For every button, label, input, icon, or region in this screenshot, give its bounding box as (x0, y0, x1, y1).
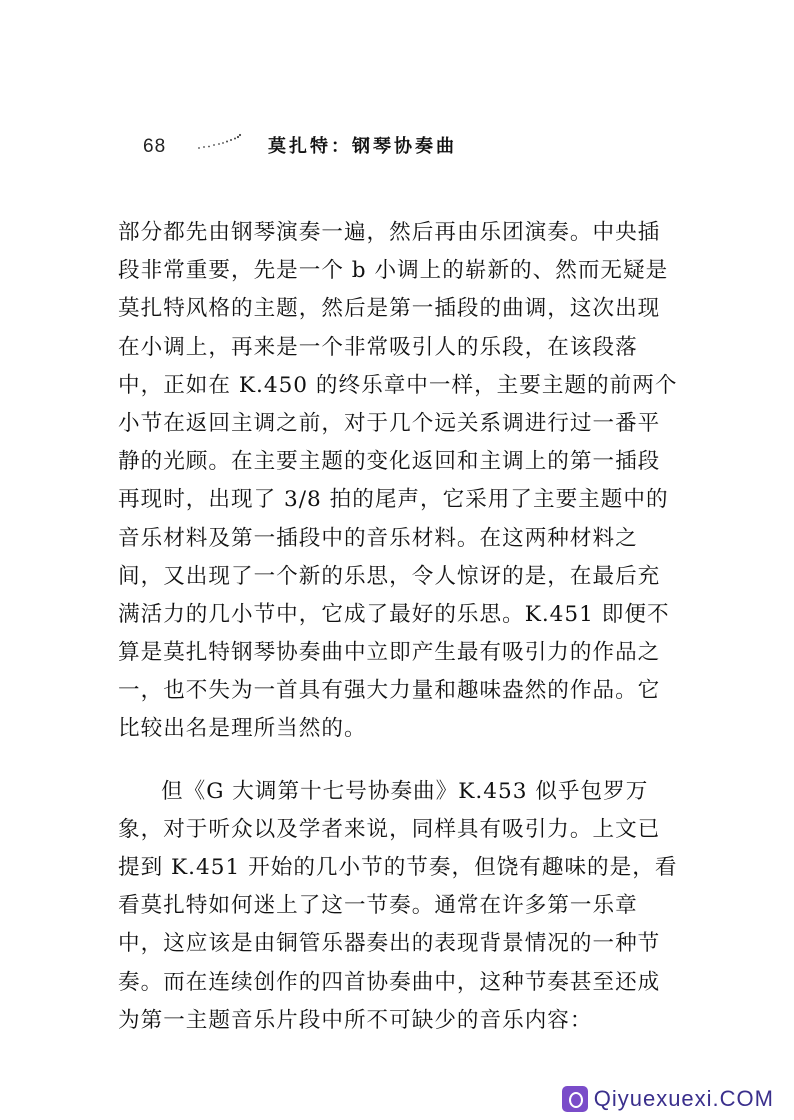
text-line: 比较出名是理所当然的。 (118, 716, 367, 742)
text-line: 为第一主题音乐片段中所不可缺少的音乐内容： (118, 1007, 593, 1033)
text-line: 小节在返回主调之前，对于几个远关系调进行过一番平 (118, 410, 661, 436)
text-line: 部分都先由钢琴演奏一遍，然后再由乐团演奏。中央插 (118, 220, 661, 245)
text-line: 段非常重要，先是一个 b 小调上的崭新的、然而无疑是 (118, 258, 669, 284)
text-line: 但《G 大调第十七号协奏曲》K.453 似乎包罗万 (161, 778, 649, 804)
text-line: 音乐材料及第一插段中的音乐材料。在这两种材料之 (118, 525, 638, 551)
text-line: 一，也不失为一首具有强大力量和趣味盎然的作品。它 (118, 678, 661, 704)
text-line: 在小调上，再来是一个非常吸引人的乐段，在该段落 (118, 334, 638, 360)
text-line: 莫扎特风格的主题，然后是第一插段的曲调，这次出现 (118, 296, 661, 322)
text-line: 中，正如在 K.450 的终乐章中一样，主要主题的前两个 (118, 372, 678, 398)
running-title: 莫扎特：钢琴协奏曲 (268, 136, 457, 157)
watermark-text: Qiyuexuexi.COM (593, 1086, 774, 1111)
text-line: 提到 K.451 开始的几小节的节奏，但饶有趣味的是，看 (118, 855, 678, 880)
page-number: 68 (143, 136, 167, 157)
text-line: 静的光顾。在主要主题的变化返回和主调上的第一插段 (118, 449, 661, 475)
logo-badge-icon (562, 1086, 588, 1112)
text-line: 间，又出现了一个新的乐思，令人惊讶的是，在最后充 (118, 563, 661, 589)
site-watermark (562, 1086, 774, 1112)
text-line: 再现时，出现了 3/8 拍的尾声，它采用了主要主题中的 (118, 487, 669, 513)
body-text (118, 214, 684, 1040)
header-ornament (196, 131, 246, 151)
text-line: 中，这应该是由铜管乐器奏出的表现背景情况的一种节 (118, 931, 661, 957)
text-line: 象，对于听众以及学者来说，同样具有吸引力。上文已 (118, 816, 661, 842)
text-line: 算是莫扎特钢琴协奏曲中立即产生最有吸引力的作品之 (118, 640, 661, 666)
text-line: 看莫扎特如何迷上了这一节奏。通常在许多第一乐章 (118, 893, 638, 919)
text-line: 满活力的几小节中，它成了最好的乐思。K.451 即便不 (118, 601, 670, 627)
text-line: 奏。而在连续创作的四首协奏曲中，这种节奏甚至还成 (118, 969, 661, 995)
